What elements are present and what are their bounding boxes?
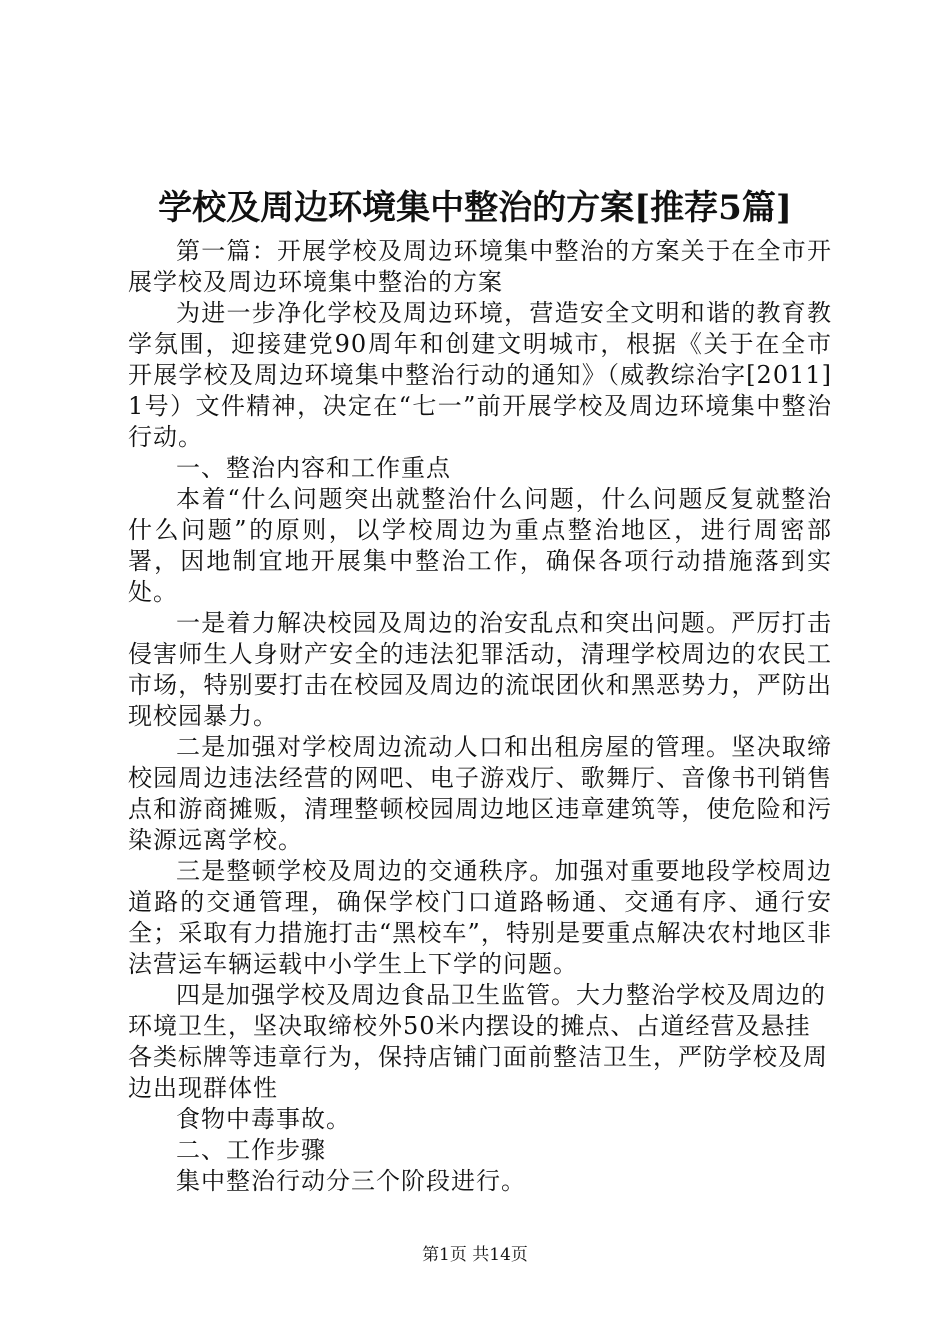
paragraph-item-4-continued: 食物中毒事故。: [176, 1105, 351, 1133]
page-footer: 第1页 共14页: [422, 1245, 528, 1265]
section-heading-1: 一、整治内容和工作重点: [176, 454, 451, 482]
paragraph-principle: 本着“什么问题突出就整治什么问题，什么问题反复就整治什么问题”的原则，以学校周边为重点整治地区，进行周密部署，因地制宜地开展集中整治工作，确保各项行动措施落到实处。: [128, 485, 832, 606]
paragraph-item-4: 四是加强学校及周边食品卫生监管。大力整治学校及周边的环境卫生，坚决取缔校外50米内摆设的摊点、占道经营及悬挂各类标牌等违章行为，保持店铺门面前整洁卫生，严防学校及周边出现群体性: [128, 981, 828, 1102]
section-heading-2: 二、工作步骤: [176, 1136, 326, 1164]
paragraph-steps: 集中整治行动分三个阶段进行。: [176, 1167, 526, 1195]
paragraph-item-2: 二是加强对学校周边流动人口和出租房屋的管理。坚决取缔校园周边违法经营的网吧、电子游戏厅、歌舞厅、音像书刊销售点和游商摊贩，清理整顿校园周边地区违章建筑等，使危险和污染源远离学校。: [128, 733, 832, 854]
document-title: 学校及周边环境集中整治的方案[推荐5篇]: [158, 188, 792, 228]
paragraph-intro: 第一篇：开展学校及周边环境集中整治的方案关于在全市开展学校及周边环境集中整治的方案: [128, 237, 832, 296]
paragraph-item-1: 一是着力解决校园及周边的治安乱点和突出问题。严厉打击侵害师生人身财产安全的违法犯罪活动，清理学校周边的农民工市场，特别要打击在校园及周边的流氓团伙和黑恶势力，严防出现校园暴力。: [128, 609, 832, 730]
paragraph-purpose: 为进一步净化学校及周边环境，营造安全文明和谐的教育教学氛围，迎接建党90周年和创建文明城市，根据《关于在全市开展学校及周边环境集中整治行动的通知》（威教综治字[2011]1号）文件精神，决定在“七一”前开展学校及周边环境集中整治行动。: [128, 299, 832, 451]
paragraph-item-3: 三是整顿学校及周边的交通秩序。加强对重要地段学校周边道路的交通管理，确保学校门口道路畅通、交通有序、通行安全；采取有力措施打击“黑校车”，特别是要重点解决农村地区非法营运车辆运载中小学生上下学的问题。: [128, 857, 832, 978]
document-body: [128, 236, 832, 1197]
